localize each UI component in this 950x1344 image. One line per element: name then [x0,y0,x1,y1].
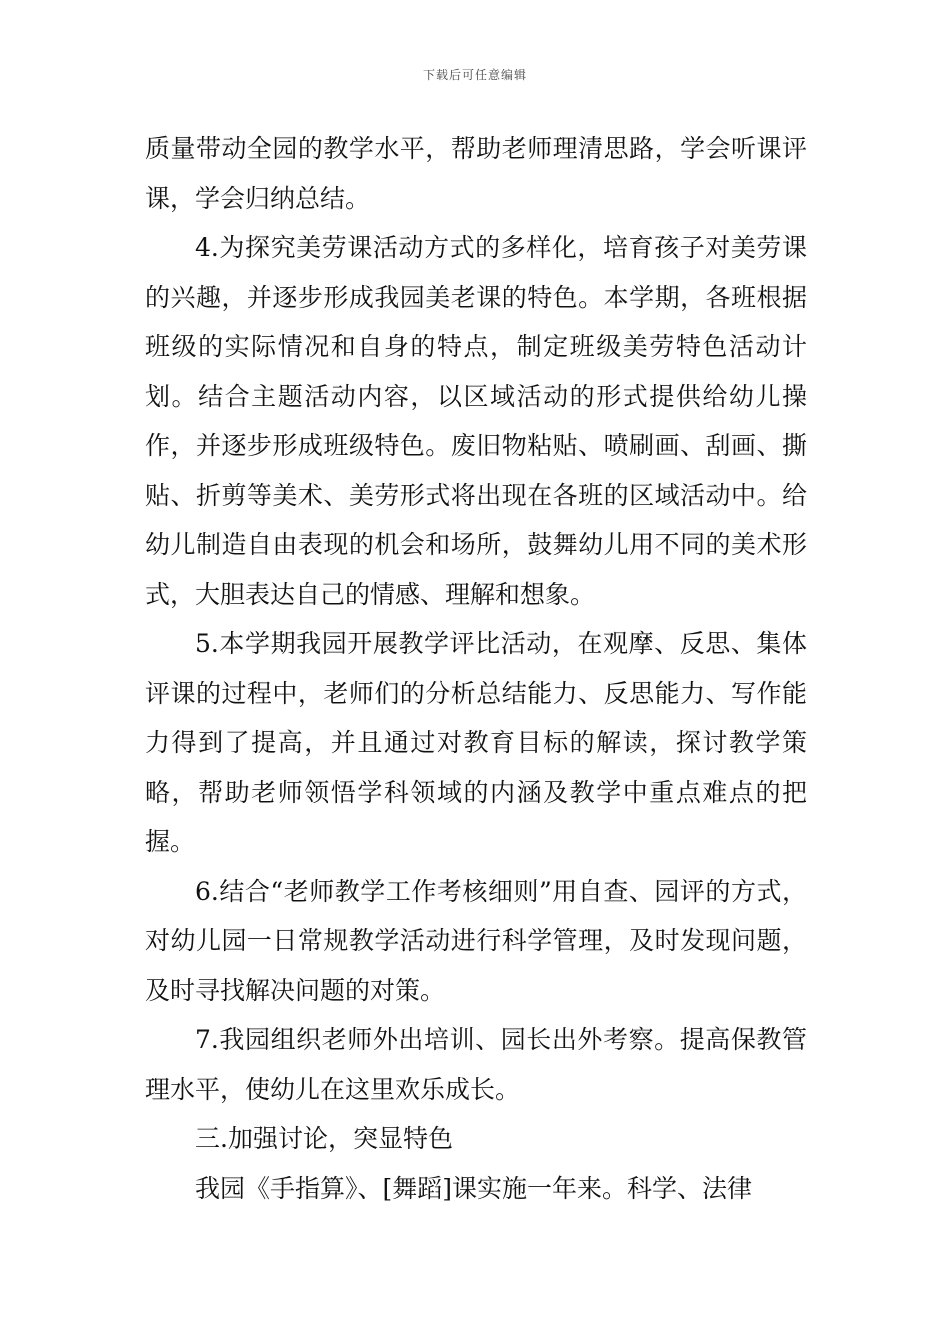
page-header: 下载后可任意编辑 [422,68,527,82]
document-body [145,124,807,1213]
paragraph: 6.结合“老师教学工作考核细则”用自查、园评的方式，对幼儿园一日常规教学活动进行科学管理，及时发现问题，及时寻找解决问题的对策。 [145,876,807,1005]
paragraph: 我园《手指算》、[舞蹈]课实施一年来。科学、法律 [195,1173,753,1203]
paragraph: 4.为探究美劳课活动方式的多样化，培育孩子对美劳课的兴趣，并逐步形成我园美老课的特色。本学期，各班根据班级的实际情况和自身的特点，制定班级美劳特色活动计划。结合主题活动内容，以区域活动的形式提供给幼儿操作，并逐步形成班级特色。废旧物粘贴、喷刷画、刮画、撕贴、折剪等美术、美劳形式将出现在各班的区域活动中。给幼儿制造自由表现的机会和场所，鼓舞幼儿用不同的美术形式，大胆表达自己的情感、理解和想象。 [145,233,807,609]
paragraph: 5.本学期我园开展教学评比活动，在观摩、反思、集体评课的过程中，老师们的分析总结能力、反思能力、写作能力得到了提高，并且通过对教育目标的解读，探讨教学策略，帮助老师领悟学科领域的内涵及教学中重点难点的把握。 [145,629,807,856]
paragraph: 质量带动全园的教学水平，帮助老师理清思路，学会听课评课，学会归纳总结。 [145,134,807,213]
paragraph: 7.我园组织老师外出培训、园长出外考察。提高保教管理水平，使幼儿在这里欢乐成长。 [145,1025,807,1104]
section-heading: 三.加强讨论，突显特色 [195,1124,453,1153]
